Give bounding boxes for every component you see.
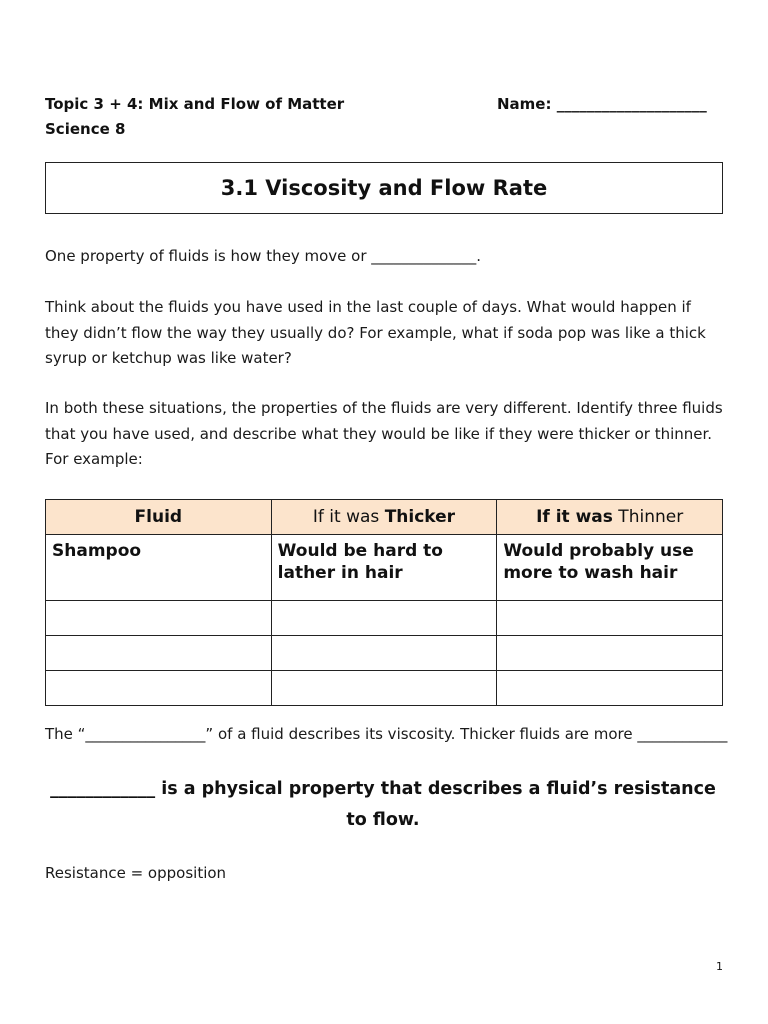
blank-cell[interactable] <box>271 636 497 671</box>
column-header-fluid: Fluid <box>46 500 272 535</box>
blank-cell[interactable] <box>497 601 723 636</box>
column-header-thicker: If it was Thicker <box>271 500 497 535</box>
cell-thinner: Would probably use more to wash hair <box>497 535 723 601</box>
fluids-table <box>45 499 723 706</box>
table-row <box>46 535 723 601</box>
blank-cell[interactable] <box>46 636 272 671</box>
name-field-label: Name: ____________________ <box>497 95 707 113</box>
blank-cell[interactable] <box>497 636 723 671</box>
resistance-note: Resistance = opposition <box>45 864 227 882</box>
question-paragraph: Think about the fluids you have used in the last couple of days. What would happen if they didn’t flow the way they usually do? For example, what if soda pop was like a thick syrup or ketchup was like water? <box>45 298 706 367</box>
table-row <box>46 636 723 671</box>
cell-fluid: Shampoo <box>46 535 272 601</box>
table-row <box>46 671 723 706</box>
blank-cell[interactable] <box>271 671 497 706</box>
blank-cell[interactable] <box>46 671 272 706</box>
page-title: 3.1 Viscosity and Flow Rate <box>45 162 723 214</box>
definition-statement: ____________ is a physical property that describes a fluid’s resistance to flow. <box>50 779 716 830</box>
topic-heading: Topic 3 + 4: Mix and Flow of Matter <box>45 95 345 113</box>
column-header-thinner: If it was Thinner <box>497 500 723 535</box>
blank-cell[interactable] <box>46 601 272 636</box>
page-number: 1 <box>716 960 723 973</box>
blank-cell[interactable] <box>271 601 497 636</box>
fill-in-sentence: The “________________” of a fluid describes its viscosity. Thicker fluids are more ____________ <box>45 725 728 743</box>
table-header-row <box>46 500 723 535</box>
table-row <box>46 601 723 636</box>
instruction-paragraph: In both these situations, the properties of the fluids are very different. Identify three fluids that you have used, and describe what they would be like if they were thicker or thinner. For example: <box>45 399 723 468</box>
cell-thicker: Would be hard to lather in hair <box>271 535 497 601</box>
course-heading: Science 8 <box>45 120 126 138</box>
blank-cell[interactable] <box>497 671 723 706</box>
intro-paragraph: One property of fluids is how they move or ______________. <box>45 247 482 265</box>
